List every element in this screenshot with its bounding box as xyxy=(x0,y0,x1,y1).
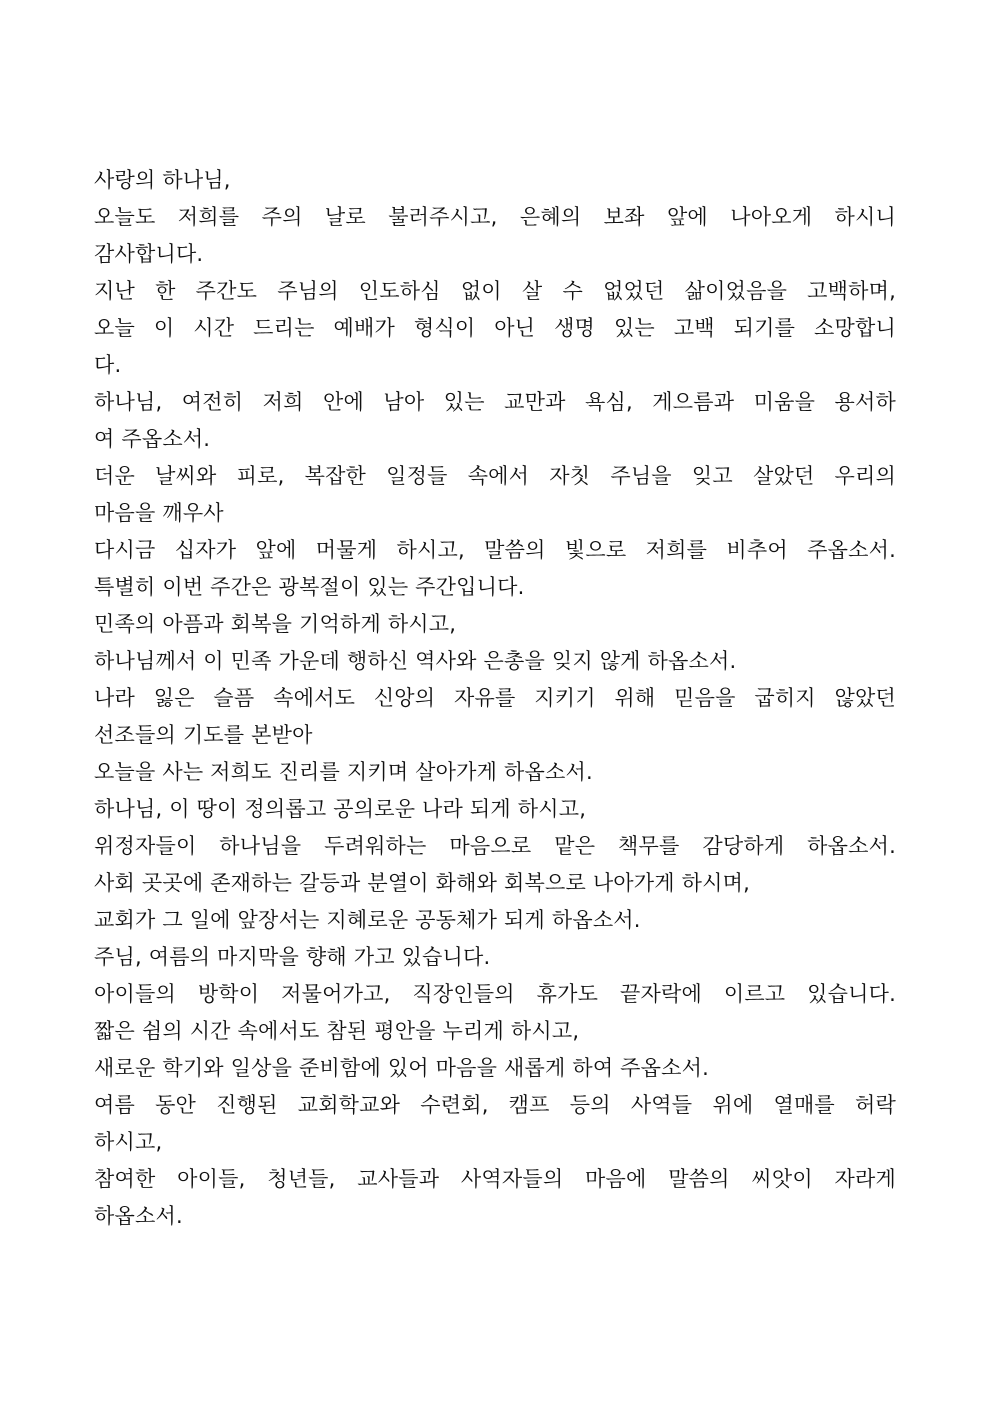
text-line: 오늘을 사는 저희도 진리를 지키며 살아가게 하옵소서. xyxy=(94,760,593,784)
text-line: 교회가 그 일에 앞장서는 지혜로운 공동체가 되게 하옵소서. xyxy=(94,908,641,932)
text-line: 오늘 이 시간 드리는 예배가 형식이 아닌 생명 있는 고백 되기를 소망합니 xyxy=(94,316,896,340)
text-line: 오늘도 저희를 주의 날로 불러주시고, 은혜의 보좌 앞에 나아오게 하시니 xyxy=(94,205,896,229)
text-line: 하나님, 여전히 저희 안에 남아 있는 교만과 욕심, 게으름과 미움을 용서하 xyxy=(94,390,896,414)
text-line: 민족의 아픔과 회복을 기억하게 하시고, xyxy=(94,612,457,636)
text-line: 다시금 십자가 앞에 머물게 하시고, 말씀의 빛으로 저희를 비추어 주옵소서. xyxy=(94,538,896,562)
text-line: 지난 한 주간도 주님의 인도하심 없이 살 수 없었던 삶이었음을 고백하며, xyxy=(94,279,896,303)
text-line: 여름 동안 진행된 교회학교와 수련회, 캠프 등의 사역들 위에 열매를 허락 xyxy=(94,1093,896,1117)
text-line: 참여한 아이들, 청년들, 교사들과 사역자들의 마음에 말씀의 씨앗이 자라게 xyxy=(94,1167,896,1191)
text-line: 특별히 이번 주간은 광복절이 있는 주간입니다. xyxy=(94,575,525,599)
text-line: 하나님께서 이 민족 가운데 행하신 역사와 은총을 잊지 않게 하옵소서. xyxy=(94,649,737,673)
text-line: 위정자들이 하나님을 두려워하는 마음으로 맡은 책무를 감당하게 하옵소서. xyxy=(94,834,896,858)
text-line: 새로운 학기와 일상을 준비함에 있어 마음을 새롭게 하여 주옵소서. xyxy=(94,1056,709,1080)
text-line: 선조들의 기도를 본받아 xyxy=(94,723,313,747)
text-line: 주님, 여름의 마지막을 향해 가고 있습니다. xyxy=(94,945,491,969)
text-line: 더운 날씨와 피로, 복잡한 일정들 속에서 자칫 주님을 잊고 살았던 우리의 xyxy=(94,464,896,488)
text-line: 여 주옵소서. xyxy=(94,427,211,451)
text-line: 다. xyxy=(94,353,122,377)
text-line: 짧은 쉼의 시간 속에서도 참된 평안을 누리게 하시고, xyxy=(94,1019,580,1043)
text-line: 아이들의 방학이 저물어가고, 직장인들의 휴가도 끝자락에 이르고 있습니다. xyxy=(94,982,896,1006)
text-line: 감사합니다. xyxy=(94,242,204,266)
text-line: 사랑의 하나님, xyxy=(94,168,231,192)
text-line: 하나님, 이 땅이 정의롭고 공의로운 나라 되게 하시고, xyxy=(94,797,587,821)
text-line: 마음을 깨우사 xyxy=(94,501,224,525)
text-line: 사회 곳곳에 존재하는 갈등과 분열이 화해와 회복으로 나아가게 하시며, xyxy=(94,871,750,895)
text-line: 하옵소서. xyxy=(94,1204,183,1228)
prayer-text xyxy=(94,162,896,1235)
text-line: 하시고, xyxy=(94,1130,163,1154)
text-line: 나라 잃은 슬픔 속에서도 신앙의 자유를 지키기 위해 믿음을 굽히지 않았던 xyxy=(94,686,896,710)
